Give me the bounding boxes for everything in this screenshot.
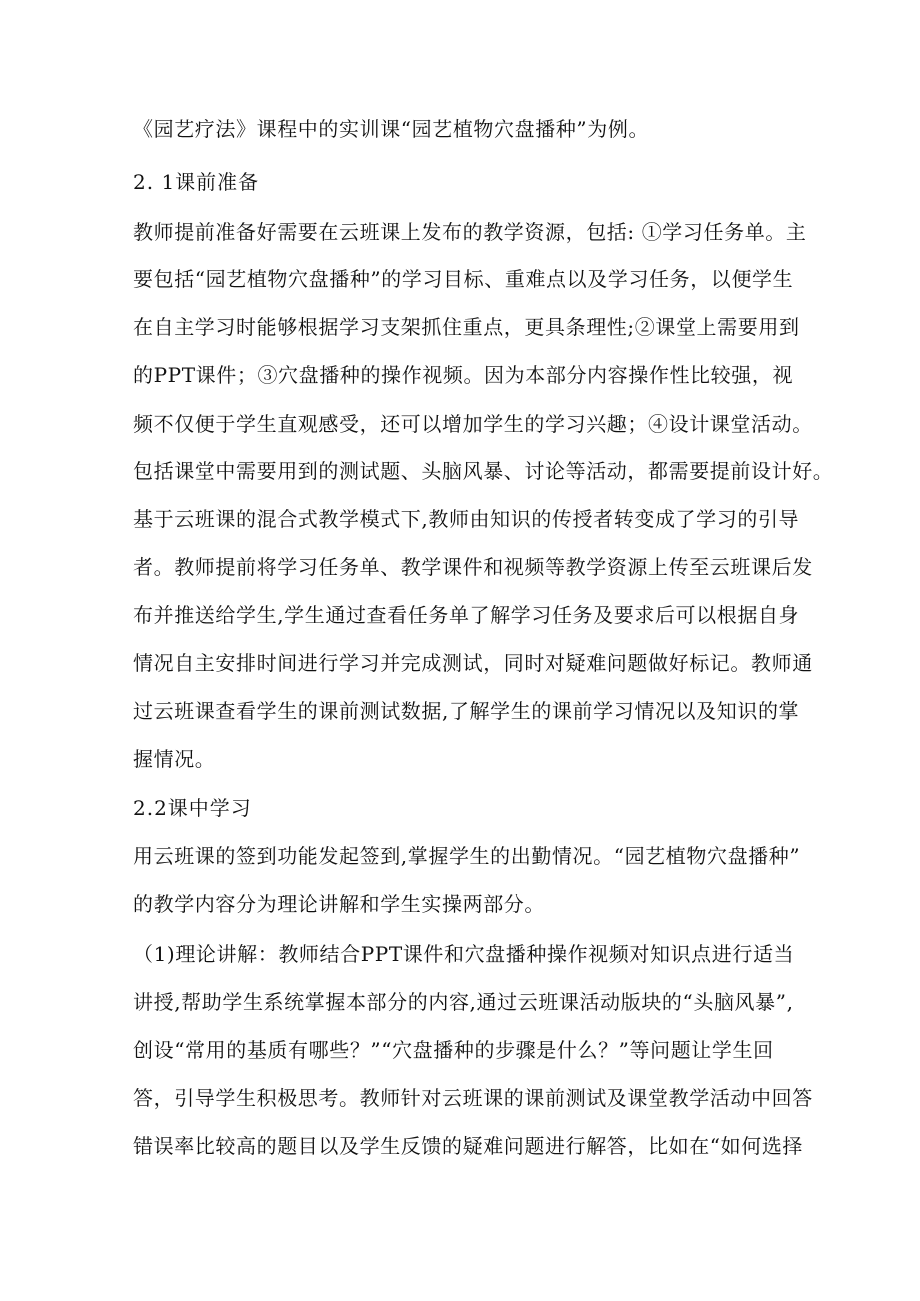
paragraph-line: 要包括“园艺植物穴盘播种”的学习目标、重难点以及学习任务，以便学生	[133, 267, 794, 291]
intro-line: 《园艺疗法》课程中的实训课“园艺植物穴盘播种”为例。	[133, 117, 650, 141]
paragraph-line: 情况自主安排时间进行学习并完成测试，同时对疑难问题做好标记。教师通	[133, 651, 813, 675]
paragraph-line: 布并推送给学生,学生通过查看任务单了解学习任务及要求后可以根据自身	[133, 603, 800, 627]
paragraph-line: 者。教师提前将学习任务单、教学课件和视频等教学资源上传至云班课后发	[133, 555, 813, 579]
paragraph-line: 错误率比较高的题目以及学生反馈的疑难问题进行解答，比如在“如何选择	[133, 1134, 804, 1158]
paragraph-line: 的PPT课件；③穴盘播种的操作视频。因为本部分内容操作性比较强，视	[133, 363, 794, 387]
paragraph-line: 包括课堂中需要用到的测试题、头脑风暴、讨论等活动，都需要提前设计好。	[133, 459, 834, 483]
paragraph-line: 讲授,帮助学生系统掌握本部分的内容,通过云班课活动版块的“头脑风暴”,	[133, 990, 794, 1014]
paragraph-line: （1)理论讲解：教师结合PPT课件和穴盘播种操作视频对知识点进行适当	[133, 942, 795, 966]
paragraph-line: 基于云班课的混合式教学模式下,教师由知识的传授者转变成了学习的引导	[133, 507, 800, 531]
paragraph-line: 教师提前准备好需要在云班课上发布的教学资源，包括: ①学习任务单。主	[133, 220, 807, 244]
section-heading-2-1: 2. 1课前准备	[133, 170, 260, 194]
paragraph-line: 用云班课的签到功能发起签到,掌握学生的出勤情况。“园艺植物穴盘播种”	[133, 844, 801, 868]
section-heading-2-2: 2.2课中学习	[133, 796, 252, 820]
paragraph-line: 握情况。	[133, 747, 216, 771]
paragraph-line: 创设“常用的基质有哪些？”“穴盘播种的步骤是什么？”等问题让学生回	[133, 1038, 774, 1062]
paragraph-line: 答，引导学生积极思考。教师针对云班课的课前测试及课堂教学活动中回答	[133, 1086, 813, 1110]
paragraph-line: 在自主学习时能够根据学习支架抓住重点，更具条理性;②课堂上需要用到	[133, 315, 800, 339]
paragraph-line: 过云班课查看学生的课前测试数据,了解学生的课前学习情况以及知识的掌	[133, 699, 800, 723]
paragraph-line: 频不仅便于学生直观感受，还可以增加学生的学习兴趣；④设计课堂活动。	[133, 412, 813, 436]
paragraph-line: 的教学内容分为理论讲解和学生实操两部分。	[133, 892, 545, 916]
